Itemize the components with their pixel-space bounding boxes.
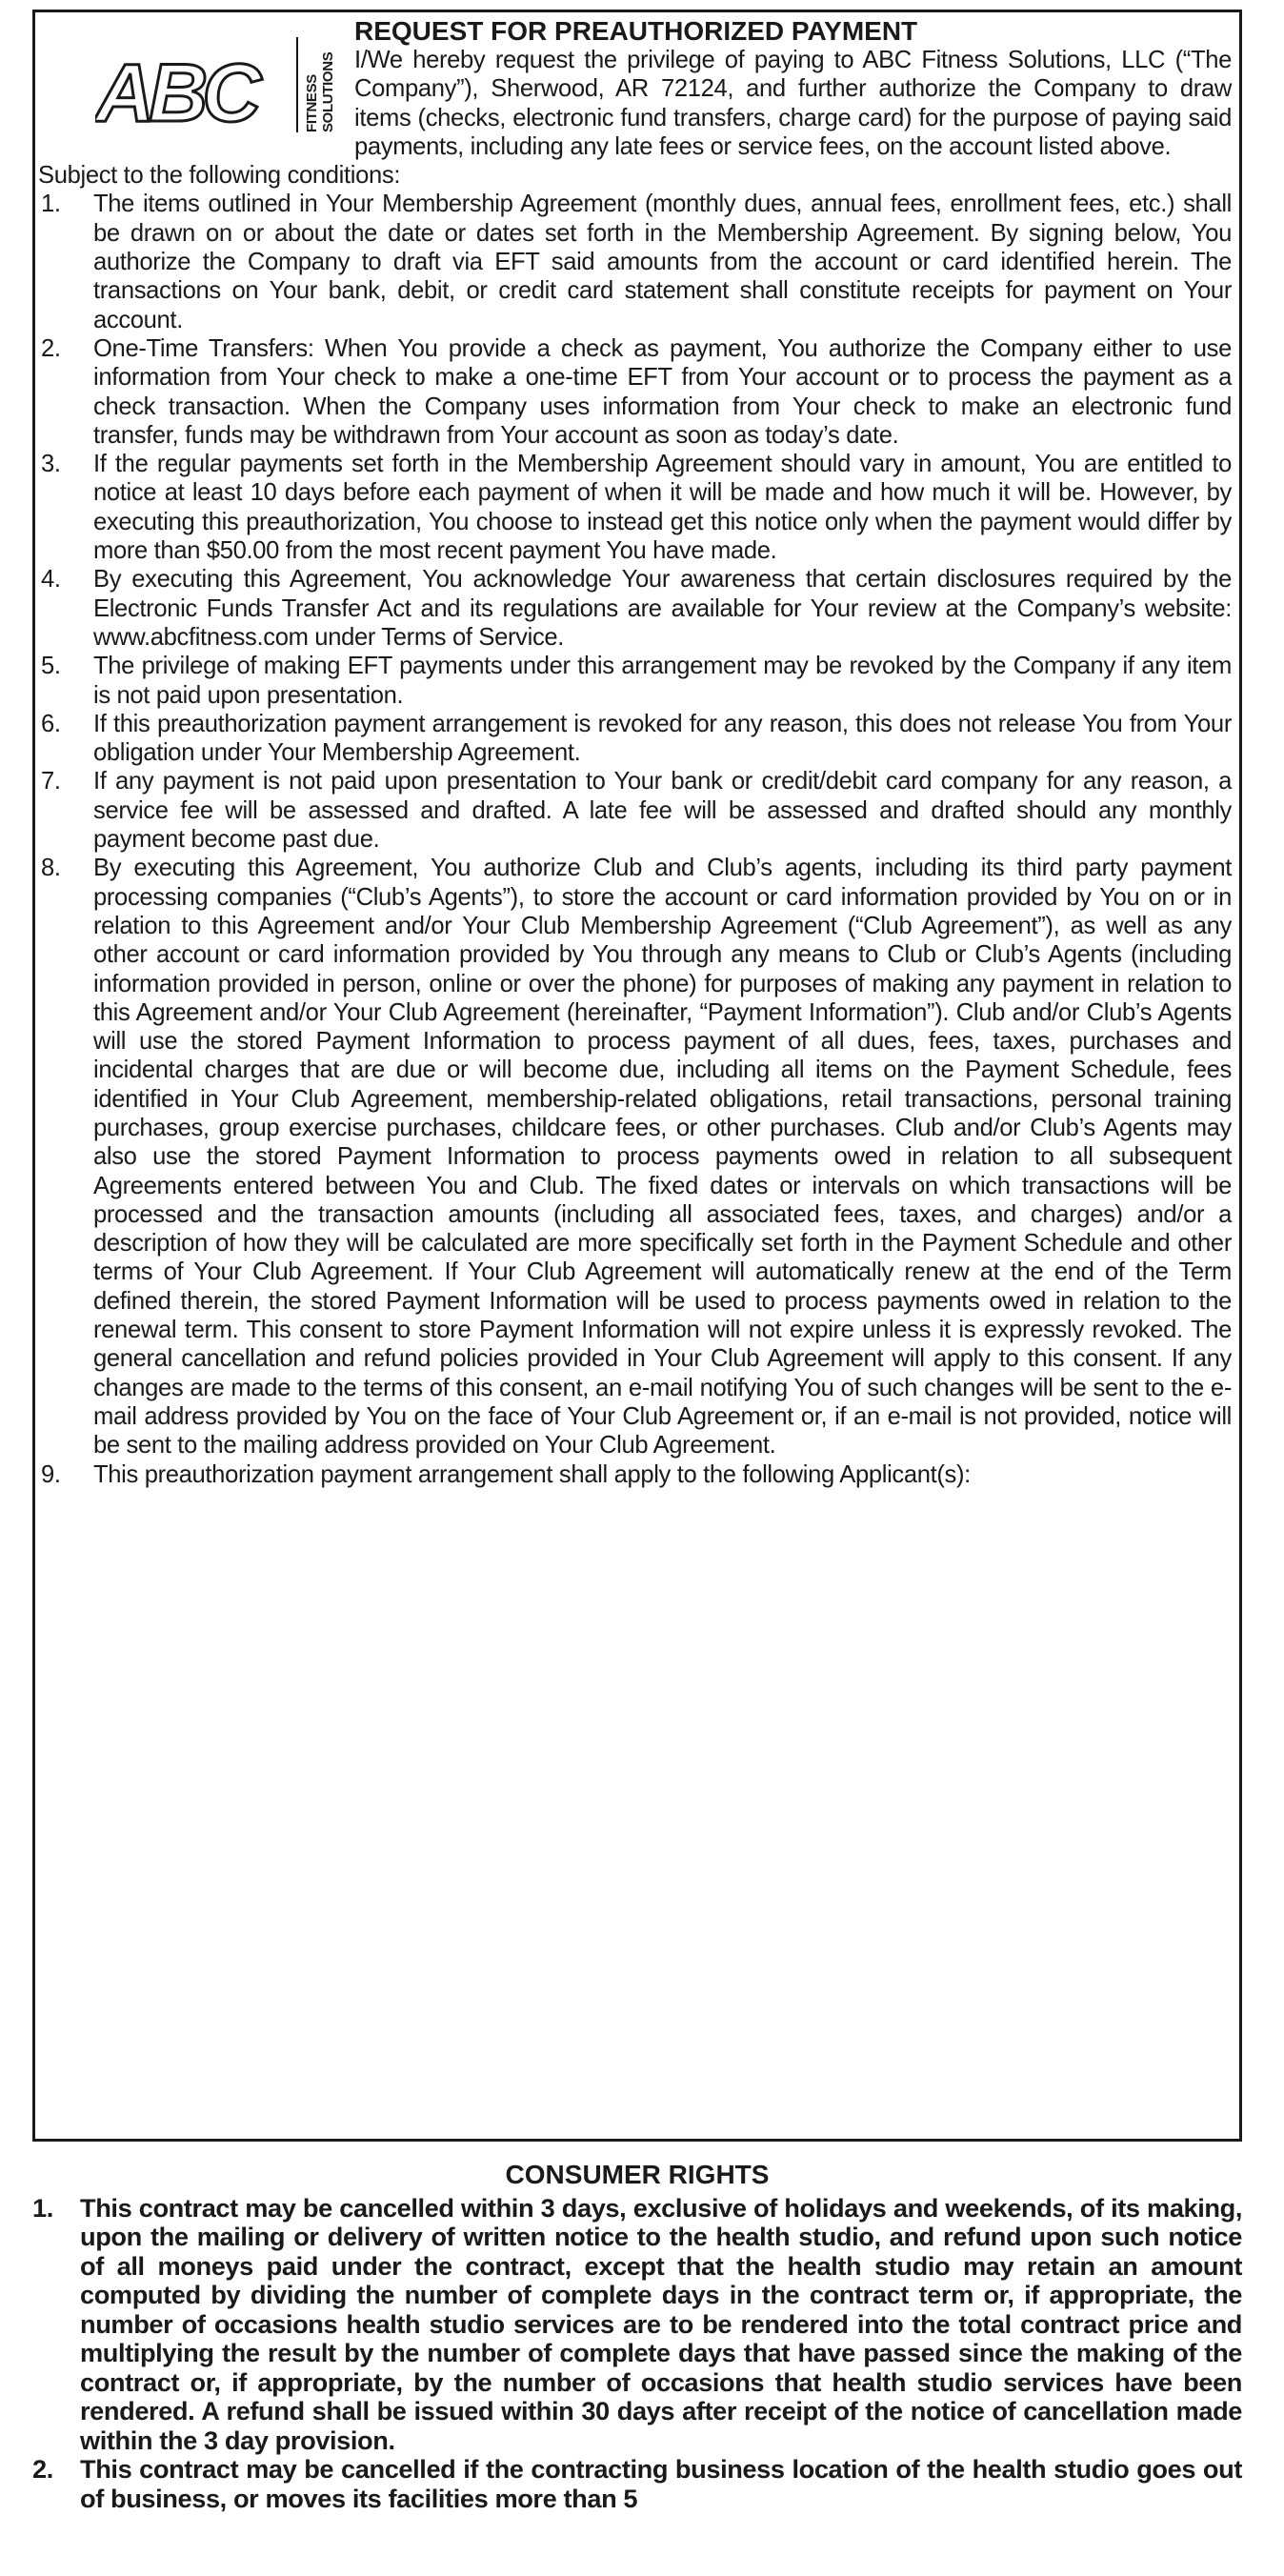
consumer-right-item <box>32 2194 1242 2456</box>
consumer-rights-section <box>32 2161 1242 2513</box>
condition-text: One-Time Transfers: When You provide a check as payment, You authorize the Company either to use information from Your check to make a one-time EFT from Your account or to process the payment as a check transaction. When the Company uses information from Your check to make an electronic fund transfer, funds may be withdrawn from Your account as soon as today’s date. <box>93 334 1232 449</box>
condition-number: 3. <box>41 451 61 478</box>
condition-item <box>38 565 1232 652</box>
consumer-right-number: 2. <box>32 2454 53 2484</box>
consumer-right-number: 1. <box>32 2192 53 2223</box>
consumer-rights-list <box>32 2194 1242 2514</box>
condition-number: 4. <box>41 566 61 594</box>
condition-text: The privilege of making EFT payments under this arrangement may be revoked by the Company if any item is not paid upon presentation. <box>93 653 1232 709</box>
condition-number: 2. <box>41 334 61 362</box>
logo-side-text-solutions: SOLUTIONS <box>320 51 336 132</box>
condition-number: 9. <box>41 1460 61 1488</box>
condition-text: By executing this Agreement, You acknowledge Your awareness that certain disclosures required by the Electronic Funds Transfer Act and its regulations are available for Your review at the Company’s website: www.abcfitness.com under Terms of Service. <box>93 566 1232 651</box>
conditions-list <box>38 190 1232 1488</box>
preauthorized-payment-content <box>35 12 1239 1489</box>
consumer-rights-title: CONSUMER RIGHTS <box>505 2160 770 2189</box>
condition-item <box>38 854 1232 1459</box>
consumer-right-item <box>32 2455 1242 2513</box>
conditions-intro: Subject to the following conditions: <box>38 162 401 190</box>
consumer-right-text: This contract may be cancelled if the contracting business location of the health studio goes out of business, or moves its facilities more than 5 <box>80 2454 1242 2513</box>
logo-wordmark: ABC <box>95 48 256 138</box>
condition-text: If this preauthorization payment arrangement is revoked for any reason, this does not release You from Your obligation under Your Membership Agreement. <box>93 710 1232 767</box>
condition-number: 8. <box>41 855 61 882</box>
logo-side-text-fitness: FITNESS <box>304 74 320 132</box>
condition-number: 1. <box>41 191 61 218</box>
preauthorized-payment-box <box>32 10 1242 2142</box>
condition-item <box>38 710 1232 768</box>
consumer-right-text: This contract may be cancelled within 3 days, exclusive of holidays and weekends, of its making, upon the mailing or delivery of written notice to the health studio, and refund upon such notice of all moneys paid under the contract, except that the health studio may retain an amount computed by dividing the number of complete days in the contract term or, if appropriate, the number of occasions health studio services are to be rendered into the total contract price and multiplying the result by the number of complete days that have passed since the making of the contract or, if appropriate, by the number of occasions that health studio services have been rendered. A refund shall be issued within 30 days after receipt of the notice of cancellation made within the 3 day provision. <box>80 2192 1242 2455</box>
condition-number: 6. <box>41 710 61 737</box>
preauth-title: REQUEST FOR PREAUTHORIZED PAYMENT <box>354 16 918 46</box>
abc-fitness-logo <box>38 14 349 155</box>
condition-text: By executing this Agreement, You authorize Club and Club’s agents, including its third party payment processing companies (“Club’s Agents”), to store the account or card information provided by You on or in relation to this Agreement and/or Your Club Membership Agreement (“Club Agreement”), as well as any other account or card information provided by You through any means to Club or Club’s Agents (including information provided in person, online or over the phone) for purposes of making any payment in relation to this Agreement and/or Your Club Agreement (hereinafter, “Payment Information”). Club and/or Club’s Agents will use the stored Payment Information to process payment of all dues, fees, taxes, purchases and incidental charges that are due or will become due, including all items on the Payment Schedule, fees identified in Your Club Agreement, membership-related obligations, retail transactions, personal training purchases, group exercise purchases, childcare fees, or other purchases. Club and/or Club’s Agents may also use the stored Payment Information to process payments owed in relation to all subsequent Agreements entered between You and Club. The fixed dates or intervals on which transactions will be processed and the transaction amounts (including all associated fees, taxes, and charges) and/or a description of how they will be calculated are more specifically set forth in the Payment Schedule and other terms of Your Club Agreement. If Your Club Agreement will automatically renew at the end of the Term defined therein, the stored Payment Information will be used to process payments owed in relation to the renewal term. This consent to store Payment Information will not expire unless it is expressly revoked. The general cancellation and refund policies provided in Your Club Agreement will apply to this consent. If any changes are made to the terms of this consent, an e-mail notifying You of such changes will be sent to the e-mail address provided by You on the face of Your Club Agreement or, if an e-mail is not provided, notice will be sent to the mailing address provided on Your Club Agreement. <box>93 855 1232 1459</box>
abc-logo-mark <box>95 33 345 138</box>
condition-item <box>38 767 1232 854</box>
condition-item <box>38 1460 1232 1489</box>
condition-item <box>38 652 1232 710</box>
condition-text: If any payment is not paid upon presentation to Your bank or credit/debit card company for any reason, a service fee will be assessed and drafted. A late fee will be assessed and drafted should any monthly payment become past due. <box>93 768 1232 854</box>
condition-item <box>38 334 1232 450</box>
condition-number: 5. <box>41 653 61 680</box>
condition-text: This preauthorization payment arrangement shall apply to the following Applicant(s): <box>93 1460 971 1488</box>
condition-text: The items outlined in Your Membership Agreement (monthly dues, annual fees, enrollment fees, etc.) shall be drawn on or about the date or dates set forth in the Membership Agreement. By signing below, You authorize the Company to draft via EFT said amounts from the account or card identified herein. The transactions on Your bank, debit, or credit card statement shall constitute receipts for payment on Your account. <box>93 191 1232 333</box>
condition-item <box>38 190 1232 333</box>
condition-text: If the regular payments set forth in the Membership Agreement should vary in amount, You are entitled to notice at least 10 days before each payment of when it will be made and how much it will be. However, by executing this preauthorization, You choose to instead get this notice only when the payment would differ by more than $50.00 from the most recent payment You have made. <box>93 451 1232 565</box>
condition-item <box>38 450 1232 565</box>
preauth-intro: I/We hereby request the privilege of paying to ABC Fitness Solutions, LLC (“The Company”), Sherwood, AR 72124, and further authorize the Company to draw items (checks, electronic fund transfers, charge card) for the purpose of paying said payments, including any late fees or service fees, on the account listed above. <box>354 47 1232 160</box>
condition-number: 7. <box>41 768 61 795</box>
